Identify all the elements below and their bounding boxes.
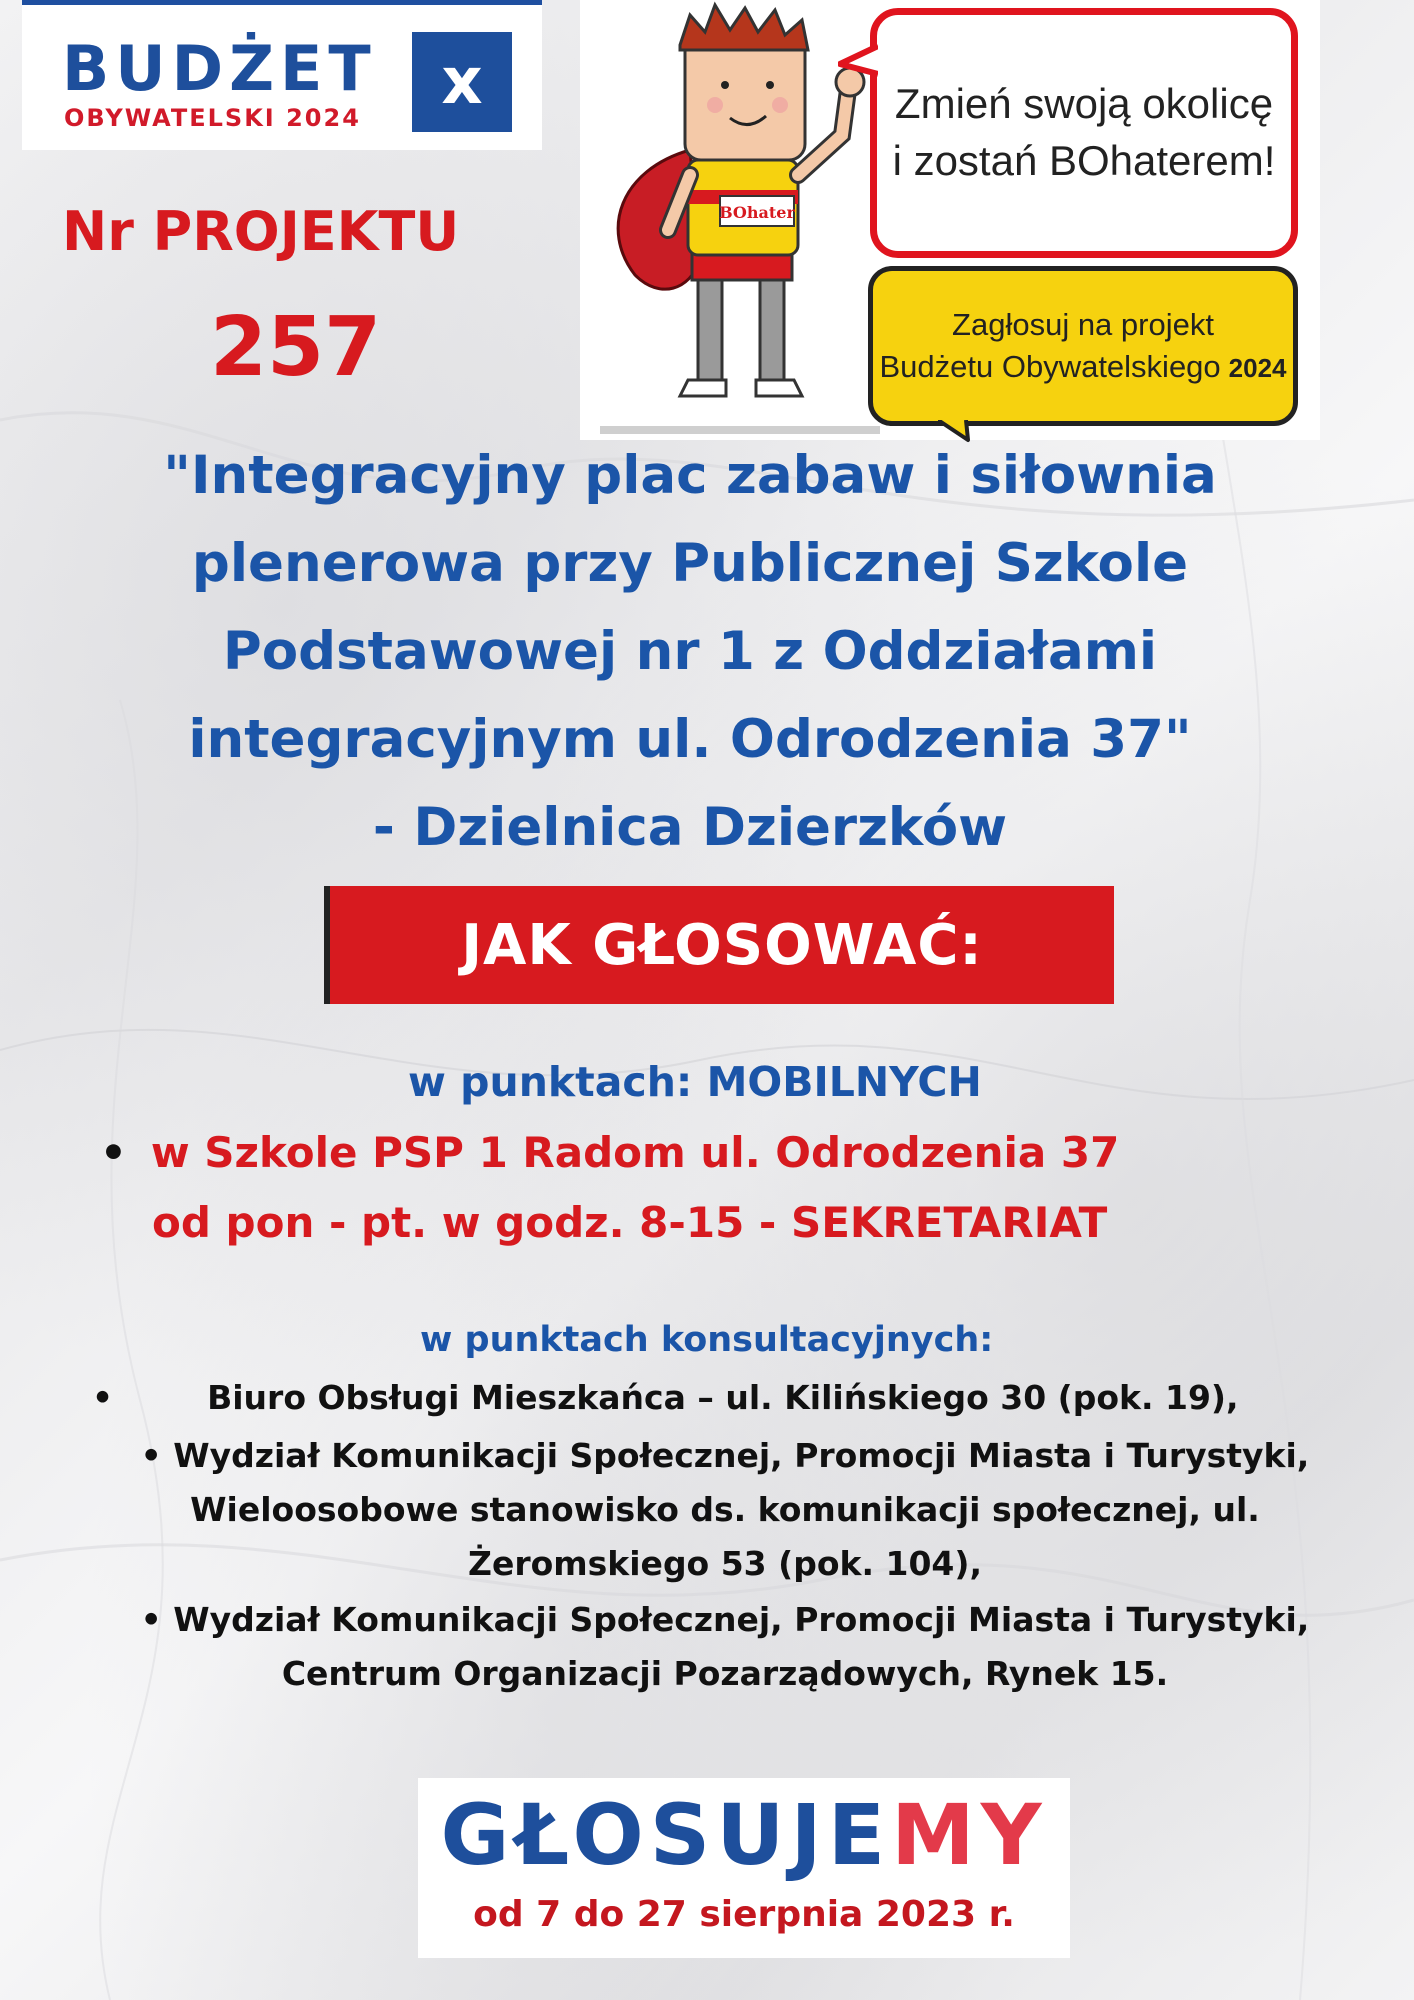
consult-point-3-line-1: • Wydział Komunikacji Społecznej, Promocji Miasta i Turystyki, (140, 1600, 1310, 1639)
vote-bubble-line-2 (879, 346, 1286, 388)
banner-edge (324, 886, 330, 1004)
mobile-point-text: w Szkole PSP 1 Radom ul. Odrodzenia 37 (150, 1128, 1120, 1177)
glosujemy-word (418, 1786, 1070, 1884)
title-line-4: integracyjnym ul. Odrodzenia 37" (188, 709, 1192, 770)
my-part: MY (891, 1786, 1048, 1884)
how-to-vote-label: JAK GŁOSOWAĆ: (461, 912, 983, 978)
title-line-2: plenerowa przy Publicznej Szkole (191, 533, 1189, 594)
hero-panel (580, 0, 1320, 440)
vote-bubble-text: Budżetu Obywatelskiego (879, 349, 1221, 384)
project-number: 257 (210, 300, 382, 395)
title-line-5: - Dzielnica Dzierzków (372, 797, 1008, 858)
project-label: Nr PROJEKTU (62, 200, 460, 263)
logo-x-mark: x (412, 32, 512, 132)
bohater-mascot-figure (580, 0, 880, 440)
glosuje-part: GŁOSUJE (440, 1786, 892, 1884)
bullet-icon: • (100, 1128, 127, 1177)
consult-point-2-line-1: • Wydział Komunikacji Społecznej, Promocji Miasta i Turystyki, (140, 1436, 1310, 1475)
vote-bubble-year: 2024 (1228, 353, 1287, 383)
consult-points-heading: w punktach konsultacyjnych: (420, 1320, 994, 1360)
glosujemy-logo (418, 1778, 1070, 1958)
consult-point-1-text: Biuro Obsługi Mieszkańca – ul. Kilińskiego 30 (pok. 19), (207, 1378, 1239, 1417)
consult-point-2-line-3: Żeromskiego 53 (pok. 104), (468, 1544, 982, 1583)
mobile-points-heading: w punktach: MOBILNYCH (408, 1058, 982, 1106)
speech-bubble (870, 8, 1298, 258)
logo-top-line (22, 0, 542, 5)
mobile-point-line-2: od pon - pt. w godz. 8-15 - SEKRETARIAT (152, 1198, 1108, 1247)
speech-line-1: Zmień swoją okolicę (894, 80, 1274, 128)
bohater-badge: BOhater (719, 203, 795, 222)
speech-bubble-tail (838, 40, 878, 80)
consult-point-2-line-2: Wieloosobowe stanowisko ds. komunikacji społecznej, ul. (190, 1490, 1260, 1529)
project-title (80, 432, 1300, 872)
vote-bubble (868, 266, 1298, 426)
budzet-obywatelski-logo (22, 0, 542, 150)
speech-line-2: i zostań BOhaterem! (892, 137, 1276, 184)
how-to-vote-banner (330, 886, 1114, 1004)
vote-bubble-line-1: Zagłosuj na projekt (952, 307, 1214, 343)
mobile-point-line-1 (100, 1128, 1119, 1177)
logo-subtitle: OBYWATELSKI 2024 (64, 104, 361, 132)
title-line-3: Podstawowej nr 1 z Oddziałami (222, 621, 1158, 682)
consult-point-3-line-2: Centrum Organizacji Pozarządowych, Rynek 15. (281, 1654, 1169, 1693)
title-line-1: "Integracyjny plac zabaw i siłownia (163, 445, 1217, 506)
bullet-icon: • (92, 1378, 114, 1417)
logo-word: BUDŻET (62, 32, 377, 105)
consult-point-1 (92, 1378, 1382, 1417)
voting-dates: od 7 do 27 sierpnia 2023 r. (473, 1894, 1015, 1935)
